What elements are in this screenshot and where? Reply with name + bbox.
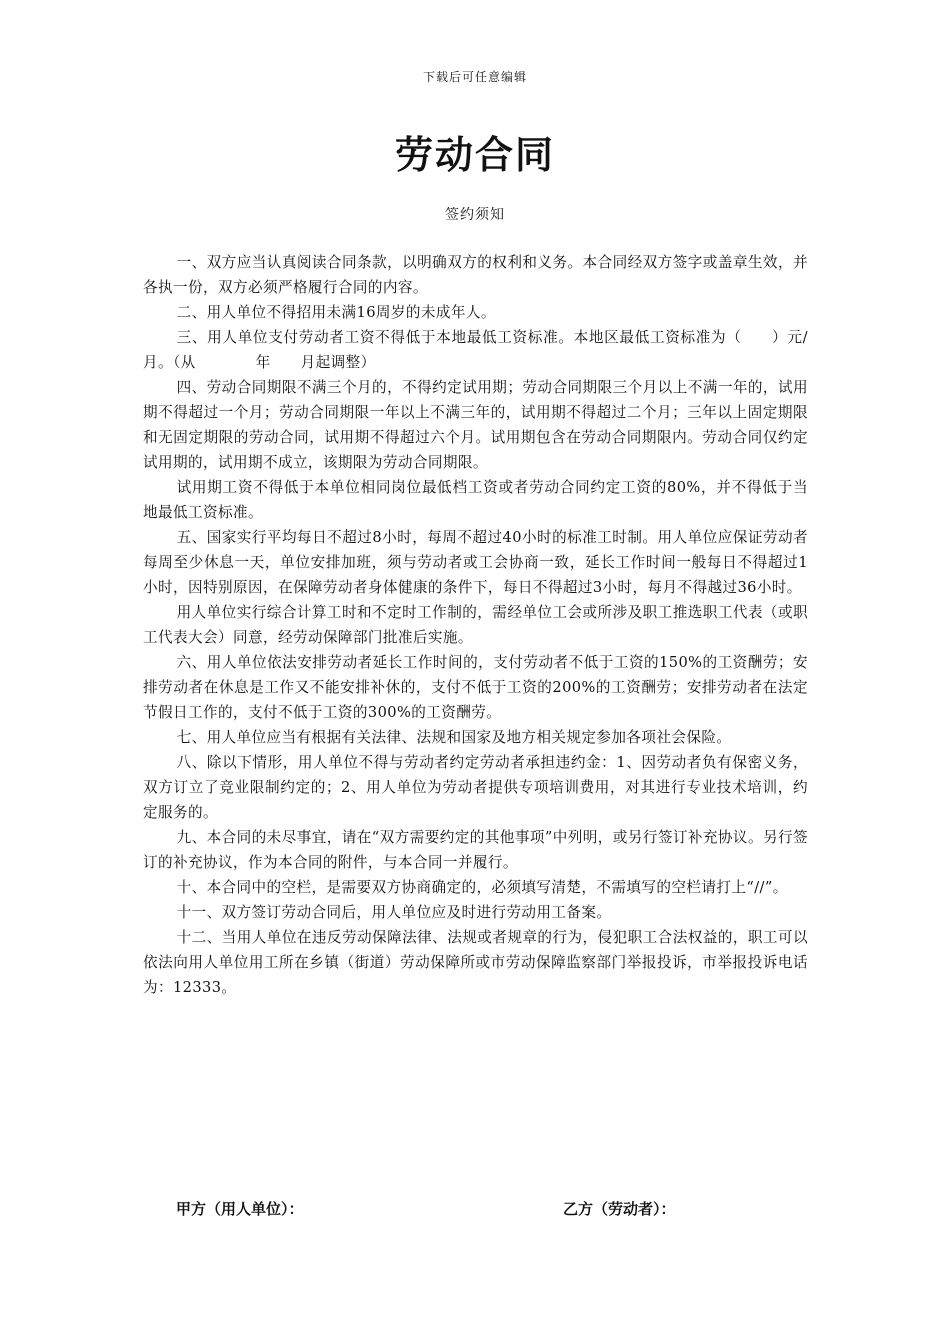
notice-body bbox=[143, 250, 808, 1000]
paragraph-2: 二、用人单位不得招用未满16周岁的未成年人。 bbox=[176, 304, 496, 321]
party-b-signature-label: 乙方（劳动者）： bbox=[563, 1200, 676, 1218]
paragraph-10: 八、除以下情形，用人单位不得与劳动者约定劳动者承担违约金：1、因劳动者负有保密义务，双方订立了竞业限制约定的；2、用人单位为劳动者提供专项培训费用，对其进行专业技术培训，约定服务的。 bbox=[143, 754, 808, 821]
header-note: 下载后可任意编辑 bbox=[422, 70, 527, 84]
paragraph-12: 十、本合同中的空栏，是需要双方协商确定的，必须填写清楚，不需填写的空栏请打上“//”。 bbox=[176, 879, 788, 896]
party-a-signature-label: 甲方（用人单位）： bbox=[176, 1200, 304, 1218]
paragraph-5: 试用期工资不得低于本单位相同岗位最低档工资或者劳动合同约定工资的80%，并不得低于当地最低工资标准。 bbox=[143, 479, 808, 521]
paragraph-8: 六、用人单位依法安排劳动者延长工作时间的，支付劳动者不低于工资的150%的工资酬劳；安排劳动者在休息是工作又不能安排补休的，支付不低于工资的200%的工资酬劳；安排劳动者在法定节假日工作的，支付不低于工资的300%的工资酬劳。 bbox=[143, 654, 808, 721]
document-subtitle: 签约须知 bbox=[445, 207, 505, 223]
paragraph-14: 十二、当用人单位在违反劳动保障法律、法规或者规章的行为，侵犯职工合法权益的，职工可以依法向用人单位用工所在乡镇（街道）劳动保障所或市劳动保障监察部门举报投诉，市举报投诉电话为：12333。 bbox=[143, 929, 808, 996]
paragraph-9: 七、用人单位应当有根据有关法律、法规和国家及地方相关规定参加各项社会保险。 bbox=[176, 729, 732, 746]
paragraph-6: 五、国家实行平均每日不超过8小时，每周不超过40小时的标准工时制。用人单位应保证劳动者每周至少休息一天，单位安排加班，须与劳动者或工会协商一致，延长工作时间一般每日不得超过1小时，因特别原因，在保障劳动者身体健康的条件下，每日不得超过3小时，每月不得越过36小时。 bbox=[143, 529, 808, 596]
paragraph-7: 用人单位实行综合计算工时和不定时工作制的，需经单位工会或所涉及职工推选职工代表（或职工代表大会）同意，经劳动保障部门批准后实施。 bbox=[143, 604, 808, 646]
paragraph-11: 九、本合同的未尽事宜，请在“双方需要约定的其他事项”中列明，或另行签订补充协议。另行签订的补充协议，作为本合同的附件，与本合同一并履行。 bbox=[143, 829, 808, 871]
paragraph-3: 三、用人单位支付劳动者工资不得低于本地最低工资标准。本地区最低工资标准为（ ）元/月。（从 年 月起调整） bbox=[143, 329, 808, 371]
paragraph-13: 十一、双方签订劳动合同后，用人单位应及时进行劳动用工备案。 bbox=[176, 904, 612, 921]
paragraph-4: 四、劳动合同期限不满三个月的，不得约定试用期；劳动合同期限三个月以上不满一年的，试用期不得超过一个月；劳动合同期限一年以上不满三年的，试用期不得超过二个月；三年以上固定期限和无固定期限的劳动合同，试用期不得超过六个月。试用期包含在劳动合同期限内。劳动合同仅约定试用期的，试用期不成立，该期限为劳动合同期限。 bbox=[143, 379, 808, 471]
document-title: 劳动合同 bbox=[394, 132, 555, 177]
paragraph-1: 一、双方应当认真阅读合同条款，以明确双方的权利和义务。本合同经双方签字或盖章生效，并各执一份，双方必须严格履行合同的内容。 bbox=[143, 254, 808, 296]
